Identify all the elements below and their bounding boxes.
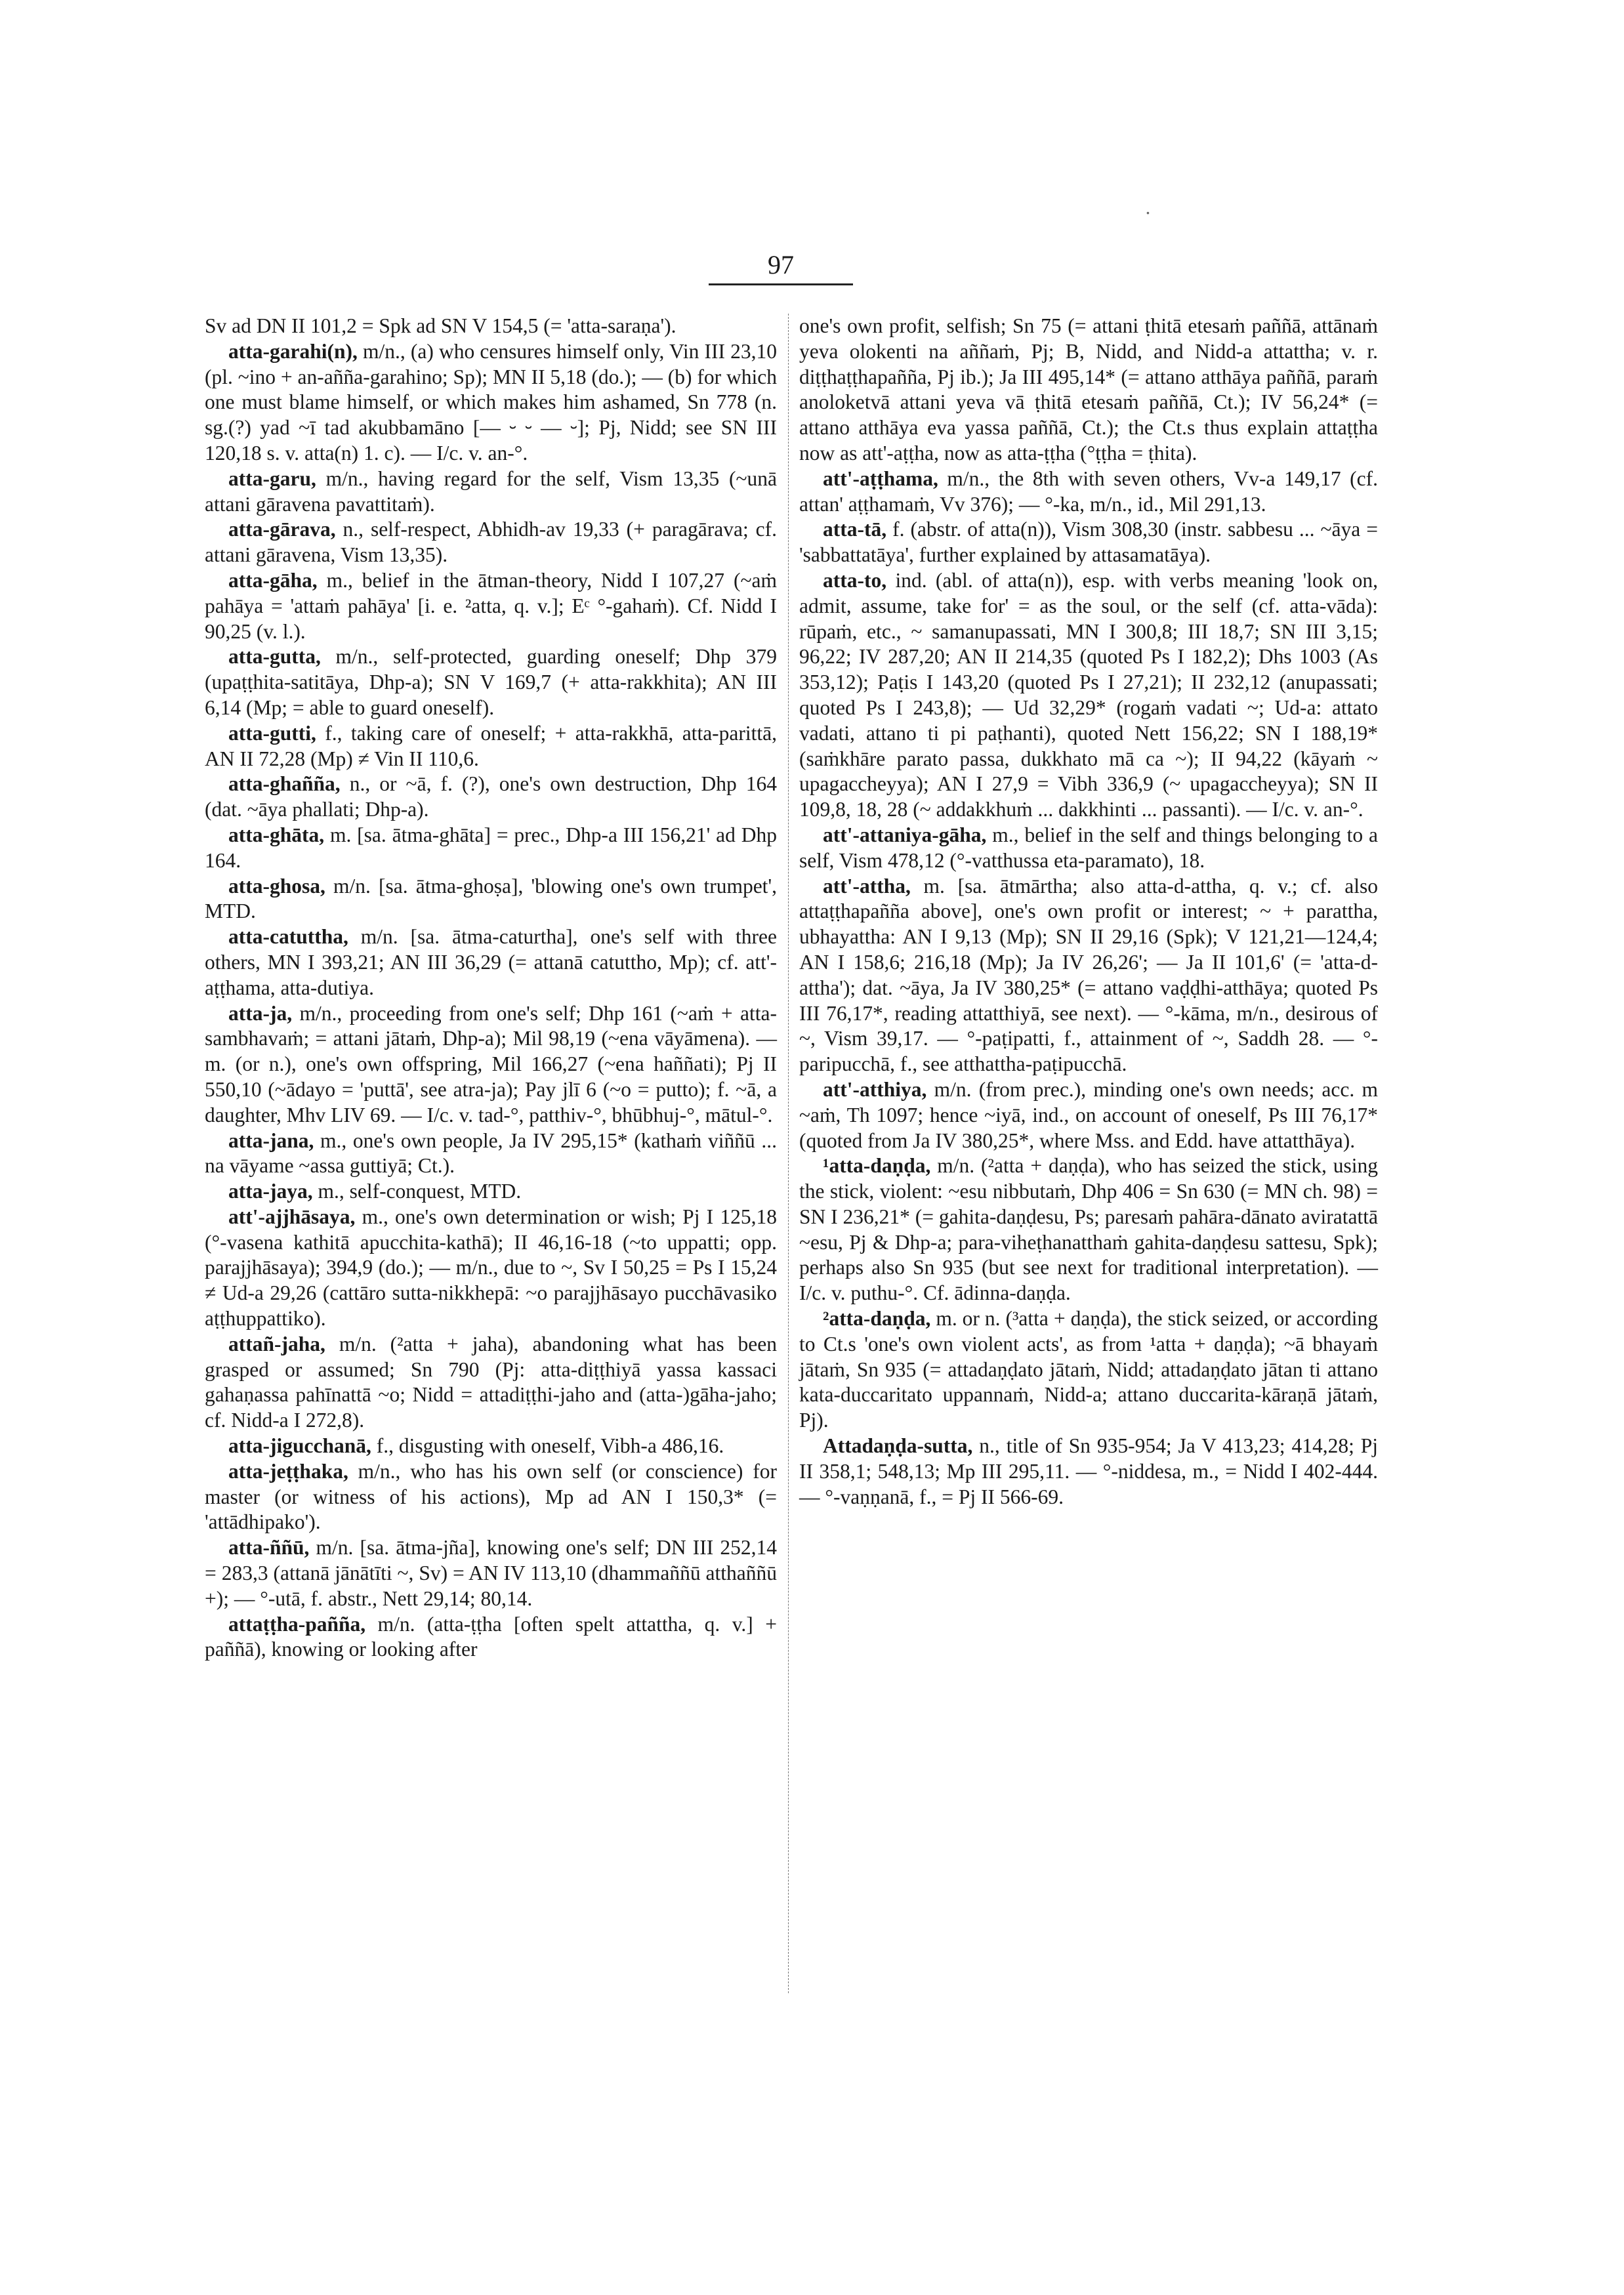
entry-headword: atta-gārava, [228, 518, 336, 541]
left-column [205, 314, 777, 1663]
entry-body: n., or ~ā, f. (?), one's own destruction, Dhp 164 (dat. ~āya phallati; Dhp-a). [205, 772, 777, 821]
entry-headword: att'-attha, [823, 874, 911, 898]
entry-headword: atta-gutta, [228, 645, 321, 669]
entry-headword: ¹atta-daṇḍa, [823, 1154, 931, 1178]
entry-body: m. [sa. ātmārtha; also atta-d-attha, q. v.; cf. also attaṭṭhapañña above], one's own profit or interest; ~ + parattha, ubhayattha: AN I 9,13 (Mp); SN II 29,16 (Spk); V 121,21—124,4; AN I 158,6; 216,18 (Mp); Ja IV 26,26'; — Ja II 101,6' (= 'atta-d-attha'); dat. ~āya, Ja IV 380,25* (= attano vaḍḍhi-atthāya; quoted Ps III 76,17*, reading attatthiyā, see next). — °-kāma, m/n., desirous of ~, Vism 39,17. — °-paṭipatti, f., attainment of ~, Saddh 28. — °-paripucchā, f., see atthattha-paṭipucchā. [799, 874, 1378, 1076]
entry-body: n., self-respect, Abhidh-av 19,33 (+ paragārava; cf. attani gāravena, Vism 13,35). [205, 518, 777, 567]
entry-headword: atta-garu, [228, 466, 316, 490]
entry-headword: att'-atthiya, [823, 1077, 927, 1101]
dictionary-entry [799, 466, 1378, 518]
entry-body: m., belief in the ātman-theory, Nidd I 107,27 (~aṁ pahāya = 'attaṁ pahāya' [i. e. ²atta, q. v.]; Eᶜ °-gahaṁ). Cf. Nidd I 90,25 (v. l.). [205, 568, 777, 643]
entry-headword: atta-ghañña, [228, 772, 341, 796]
dictionary-entry [205, 466, 777, 518]
entry-headword: atta-ghāta, [228, 823, 325, 846]
entry-body: Sv ad DN II 101,2 = Spk ad SN V 154,5 (= 'atta-saraṇa'). [205, 314, 677, 337]
dictionary-entry [205, 874, 777, 925]
entry-headword: atta-catuttha, [228, 925, 348, 949]
entry-headword: atta-tā, [823, 518, 887, 541]
entry-headword: atta-jigucchanā, [228, 1434, 371, 1458]
dictionary-entry [799, 517, 1378, 568]
entry-headword: attaṭṭha-pañña, [228, 1612, 366, 1636]
entry-body: m., self-conquest, MTD. [312, 1180, 522, 1203]
dictionary-entry [205, 1332, 777, 1434]
entry-headword: atta-garahi(n), [228, 339, 358, 363]
entry-headword: atta-jana, [228, 1128, 314, 1152]
dictionary-entry [799, 1306, 1378, 1434]
page-number: 97 [768, 250, 794, 279]
entry-headword: att'-ajjhāsaya, [228, 1205, 356, 1228]
dictionary-entry [205, 721, 777, 772]
dictionary-entry [205, 1128, 777, 1180]
right-column [799, 314, 1378, 1510]
entry-body: f. (abstr. of atta(n)), Vism 308,30 (instr. sabbesu ... ~āya = 'sabbattatāya', further explained by attasamatāya). [799, 518, 1378, 567]
dictionary-entry [205, 823, 777, 874]
dictionary-entry [205, 339, 777, 466]
column-divider [788, 314, 789, 1993]
dictionary-entry [205, 1205, 777, 1332]
dictionary-entry [205, 1434, 777, 1459]
entry-headword: att'-attaniya-gāha, [823, 823, 987, 846]
entry-headword: atta-jeṭṭhaka, [228, 1459, 348, 1483]
dictionary-entry [799, 568, 1378, 823]
dictionary-entry [205, 517, 777, 568]
entry-body: m/n. (²atta + jaha), abandoning what has been grasped or assumed; Sn 790 (Pj: atta-diṭṭhiyā yassa kassaci gahaṇassa pahīnattā ~o; Nidd = attadiṭṭhi-jaho and (atta-)gāha-jaho; cf. Nidd-a I 272,8). [205, 1332, 777, 1432]
dictionary-entry [799, 1077, 1378, 1153]
dictionary-entry [205, 772, 777, 823]
entry-body: ind. (abl. of atta(n)), esp. with verbs meaning 'look on, admit, assume, take for' = as the soul, or the self (cf. atta-vāda): rūpaṁ, etc., ~ samanupassati, MN I 300,8; III 18,7; SN III 3,15; 96,22; IV 287,20; AN II 214,35 (quoted Ps I 182,2); Dhs 1003 (As 353,12); Paṭis I 143,20 (quoted Ps I 27,21); II 232,12 (anupassati; quoted Ps I 243,8); — Ud 32,29* (rogaṁ vadati ~; Ud-a: attato vadati, attano ti pi paṭhanti), quoted Nett 156,22; SN I 188,19* (saṁkhāre parato passa, dukkhato mā ca ~); II 94,22 (kāyaṁ ~ upagaccheyya); AN I 27,9 = Vibh 336,9 (~ upagaccheyya); SN II 109,8, 18, 28 (~ addakkhuṁ ... dakkhinti ... passanti). — I/c. v. an-°. [799, 568, 1378, 821]
entry-headword: atta-gutti, [228, 721, 316, 745]
entry-body: m/n., having regard for the self, Vism 13,35 (~unā attani gāravena pavattitaṁ). [205, 466, 777, 516]
entry-body: m., belief in the self and things belonging to a self, Vism 478,12 (°-vatthussa eta-paramato), 18. [799, 823, 1378, 872]
entry-body: m. or n. (³atta + daṇḍa), the stick seized, or according to Ct.s 'one's own violent acts', as from ¹atta + daṇḍa); ~ā bhayaṁ jātaṁ, Sn 935 (= attadaṇḍato jātaṁ, Nidd; attadaṇḍato jātan ti attano kata-duccaritato uppannaṁ, Nidd-a; attano duccarita-kāraṇā jātaṁ, Pj). [799, 1307, 1378, 1432]
dictionary-entry [799, 314, 1378, 466]
top-dot-mark: . [1145, 197, 1151, 218]
dictionary-entry [799, 874, 1378, 1077]
entry-body: m/n. [sa. ātma-jña], knowing one's self; DN III 252,14 = 283,3 (attanā jānātīti ~, Sv) = AN IV 113,10 (dhammaññū atthaññū +); — °-utā, f. abstr., Nett 29,14; 80,14. [205, 1536, 777, 1610]
entry-body: m/n., self-protected, guarding oneself; Dhp 379 (upaṭṭhita-satitāya, Dhp-a); SN V 169,7 (+ atta-rakkhita); AN III 6,14 (Mp; = able to guard oneself). [205, 645, 777, 719]
entry-headword: Attadaṇḍa-sutta, [823, 1434, 973, 1458]
dictionary-entry [205, 644, 777, 720]
entry-headword: attañ-jaha, [228, 1332, 325, 1355]
entry-body: m., one's own people, Ja IV 295,15* (kathaṁ viññū ... na vāyame ~assa guttiyā; Ct.). [205, 1128, 777, 1178]
entry-headword: atta-to, [823, 568, 887, 592]
entry-body: m/n., proceeding from one's self; Dhp 161 (~aṁ + atta-sambhavaṁ; = attani jātaṁ, Dhp-a); Mil 98,19 (~ena vāyāmena). — m. (or n.), one's own offspring, Mil 166,27 (~ena haññati); Pj II 550,10 (~ādayo = 'puttā', see atra-ja); Pay jlī 6 (~o = putto); f. ~ā, a daughter, Mhv LIV 69. — I/c. v. tad-°, patthiv-°, bhūbhuj-°, mātul-°. [205, 1001, 777, 1127]
dictionary-entry [205, 1001, 777, 1128]
entry-body: m/n. (from prec.), minding one's own needs; acc. m ~aṁ, Th 1097; hence ~iyā, ind., on account of oneself, Ps III 76,17* (quoted from Ja IV 380,25*, where Mss. and Edd. have attatthāya). [799, 1077, 1378, 1152]
entry-headword: atta-ja, [228, 1001, 293, 1025]
dictionary-entry [205, 924, 777, 1001]
entry-body: f., taking care of oneself; + atta-rakkhā, atta-parittā, AN II 72,28 (Mp) ≠ Vin II 110,6. [205, 721, 777, 770]
dictionary-entry [799, 1153, 1378, 1306]
entry-headword: atta-jaya, [228, 1180, 313, 1203]
entry-headword: atta-gāha, [228, 568, 318, 592]
entry-body: m., one's own determination or wish; Pj I 125,18 (°-vasena kathitā apucchita-kathā); II 46,16-18 (~to uppatti; opp. parajjhāsaya); 394,9 (do.); — m/n., due to ~, Sv I 50,25 = Ps I 15,24 ≠ Ud-a 29,26 (cattāro sutta-nikkhepā: ~o parajjhāsayo pucchāvasiko aṭṭhuppattiko). [205, 1205, 777, 1331]
dictionary-entry [205, 1459, 777, 1535]
entry-headword: ²atta-daṇḍa, [823, 1307, 931, 1331]
entry-body: m/n. (atta-ṭṭha [often spelt attattha, q. v.] + paññā), knowing or looking after [205, 1612, 777, 1661]
dictionary-entry [205, 1612, 777, 1663]
dictionary-entry [205, 568, 777, 644]
entry-body: f., disgusting with oneself, Vibh-a 486,16. [371, 1434, 724, 1458]
page-number-rule [709, 283, 853, 285]
entry-body: m/n., who has his own self (or conscience) for master (or witness of his actions), Mp ad AN I 150,3* (= 'attādhipako'). [205, 1459, 777, 1534]
entry-body: one's own profit, selfish; Sn 75 (= attani ṭhitā etesaṁ paññā, attānaṁ yeva olokenti na aññaṁ, Pj; B, Nidd, and Nidd-a attattha; v. r. diṭṭhaṭṭhapañña, Pj ib.); Ja III 495,14* (= attano atthāya paññā, paraṁ anoloketvā attani yeva vā ṭhitā etesaṁ paññā, Ct.); IV 56,24* (= attano atthāya eva yassa paññā, Ct.); the Ct.s thus explain attaṭṭha now as att'-aṭṭha, now as atta-ṭṭha (°ṭṭha = ṭhita). [799, 314, 1378, 465]
entry-headword: atta-ghosa, [228, 874, 325, 898]
entry-headword: att'-aṭṭhama, [823, 466, 938, 490]
entry-body: m/n. (²atta + daṇḍa), who has seized the stick, using the stick, violent: ~esu nibbutaṁ, Dhp 406 = Sn 630 (= MN ch. 98) = SN I 236,21* (= gahita-daṇḍesu, Ps; paresaṁ pahāra-dānato aviratattā ~esu, Pj & Dhp-a; para-viheṭhanatthaṁ gahita-daṇḍesu sattesu, Spk); perhaps also Sn 935 (but see next for traditional interpretation). — I/c. v. puthu-°. Cf. ādinna-daṇḍa. [799, 1154, 1378, 1305]
entry-body: m/n., (a) who censures himself only, Vin III 23,10 (pl. ~ino + an-añña-garahino; Sp); MN II 5,18 (do.); — (b) for which one must blame himself, or which makes him ashamed, Sn 778 (n. sg.(?) yad ~ī tad akubbamāno [— ⏑ ⏑ — ⏑]; Pj, Nidd; see SN III 120,18 s. v. atta(n) 1. c). — I/c. v. an-°. [205, 339, 777, 465]
entry-body: n., title of Sn 935-954; Ja V 413,23; 414,28; Pj II 358,1; 548,13; Mp III 295,11. — °-niddesa, m., = Nidd I 402-444. — °-vaṇṇanā, f., = Pj II 566-69. [799, 1434, 1378, 1508]
entry-body: m/n., the 8th with seven others, Vv-a 149,17 (cf. attan' aṭṭhamaṁ, Vv 376); — °-ka, m/n., id., Mil 291,13. [799, 466, 1378, 516]
entry-headword: atta-ññū, [228, 1536, 310, 1560]
dictionary-entry [799, 1434, 1378, 1510]
dictionary-entry [205, 1535, 777, 1611]
entry-body: m/n. [sa. ātma-caturtha], one's self with three others, MN I 393,21; AN III 36,29 (= attanā catuttho, Mp); cf. att'-aṭṭhama, atta-dutiya. [205, 925, 777, 999]
dictionary-entry [205, 314, 777, 339]
entry-body: m/n. [sa. ātma-ghoṣa], 'blowing one's own trumpet', MTD. [205, 874, 777, 923]
dictionary-entry [205, 1179, 777, 1205]
entry-body: m. [sa. ātma-ghāta] = prec., Dhp-a III 156,21' ad Dhp 164. [205, 823, 777, 872]
dictionary-entry [799, 823, 1378, 874]
